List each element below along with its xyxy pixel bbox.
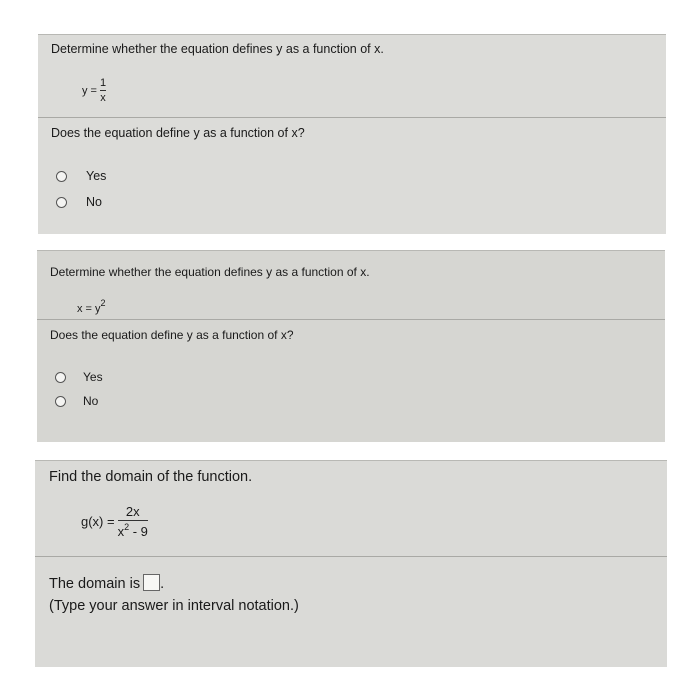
q1-radio-yes[interactable] — [56, 171, 67, 182]
q2-radio-no[interactable] — [55, 396, 66, 407]
q2-option-yes[interactable]: Yes — [83, 370, 103, 384]
q3-denominator — [118, 522, 148, 539]
q1-fraction-bar — [100, 90, 106, 91]
q3-prompt: Find the domain of the function. — [49, 469, 253, 485]
q3-denominator-rest: - 9 — [129, 524, 148, 539]
q1-prompt: Determine whether the equation defines y as a function of x. — [51, 42, 384, 56]
q1-question: Does the equation define y as a function of x? — [51, 126, 305, 140]
q3-fraction-bar — [118, 520, 148, 521]
q1-equation — [82, 77, 106, 104]
q2-equation-exponent: 2 — [100, 298, 106, 308]
q1-radio-no[interactable] — [56, 197, 67, 208]
question-panel-2 — [37, 250, 665, 442]
q3-hint: (Type your answer in interval notation.) — [49, 598, 299, 614]
q2-equation-base: x = y — [77, 303, 101, 315]
q1-option-no[interactable]: No — [86, 195, 102, 209]
q2-prompt: Determine whether the equation defines y as a function of x. — [50, 265, 370, 279]
q3-equation-lhs: g(x) = — [81, 514, 115, 529]
q3-answer-prefix: The domain is — [49, 576, 141, 592]
q1-equation-lhs: y = — [82, 84, 97, 97]
question-panel-3 — [35, 460, 667, 667]
q2-option-no[interactable]: No — [83, 394, 99, 408]
question-panel-1 — [38, 34, 666, 234]
q3-answer-suffix: . — [160, 576, 165, 592]
q2-question: Does the equation define y as a function of x? — [50, 328, 294, 342]
q3-divider — [35, 556, 667, 557]
q3-numerator: 2x — [125, 504, 140, 519]
q2-divider — [37, 319, 665, 320]
q2-radio-yes[interactable] — [55, 372, 66, 383]
q3-denominator-exponent: 2 — [124, 522, 130, 532]
q1-numerator: 1 — [99, 77, 107, 89]
domain-answer-input[interactable] — [143, 574, 160, 591]
q1-divider — [38, 117, 666, 118]
q3-equation — [81, 504, 148, 539]
q2-equation — [77, 298, 106, 315]
q3-denominator-base: x — [117, 524, 125, 539]
q3-answer-line — [49, 574, 164, 592]
q1-denominator: x — [100, 92, 106, 104]
q1-option-yes[interactable]: Yes — [86, 169, 107, 183]
